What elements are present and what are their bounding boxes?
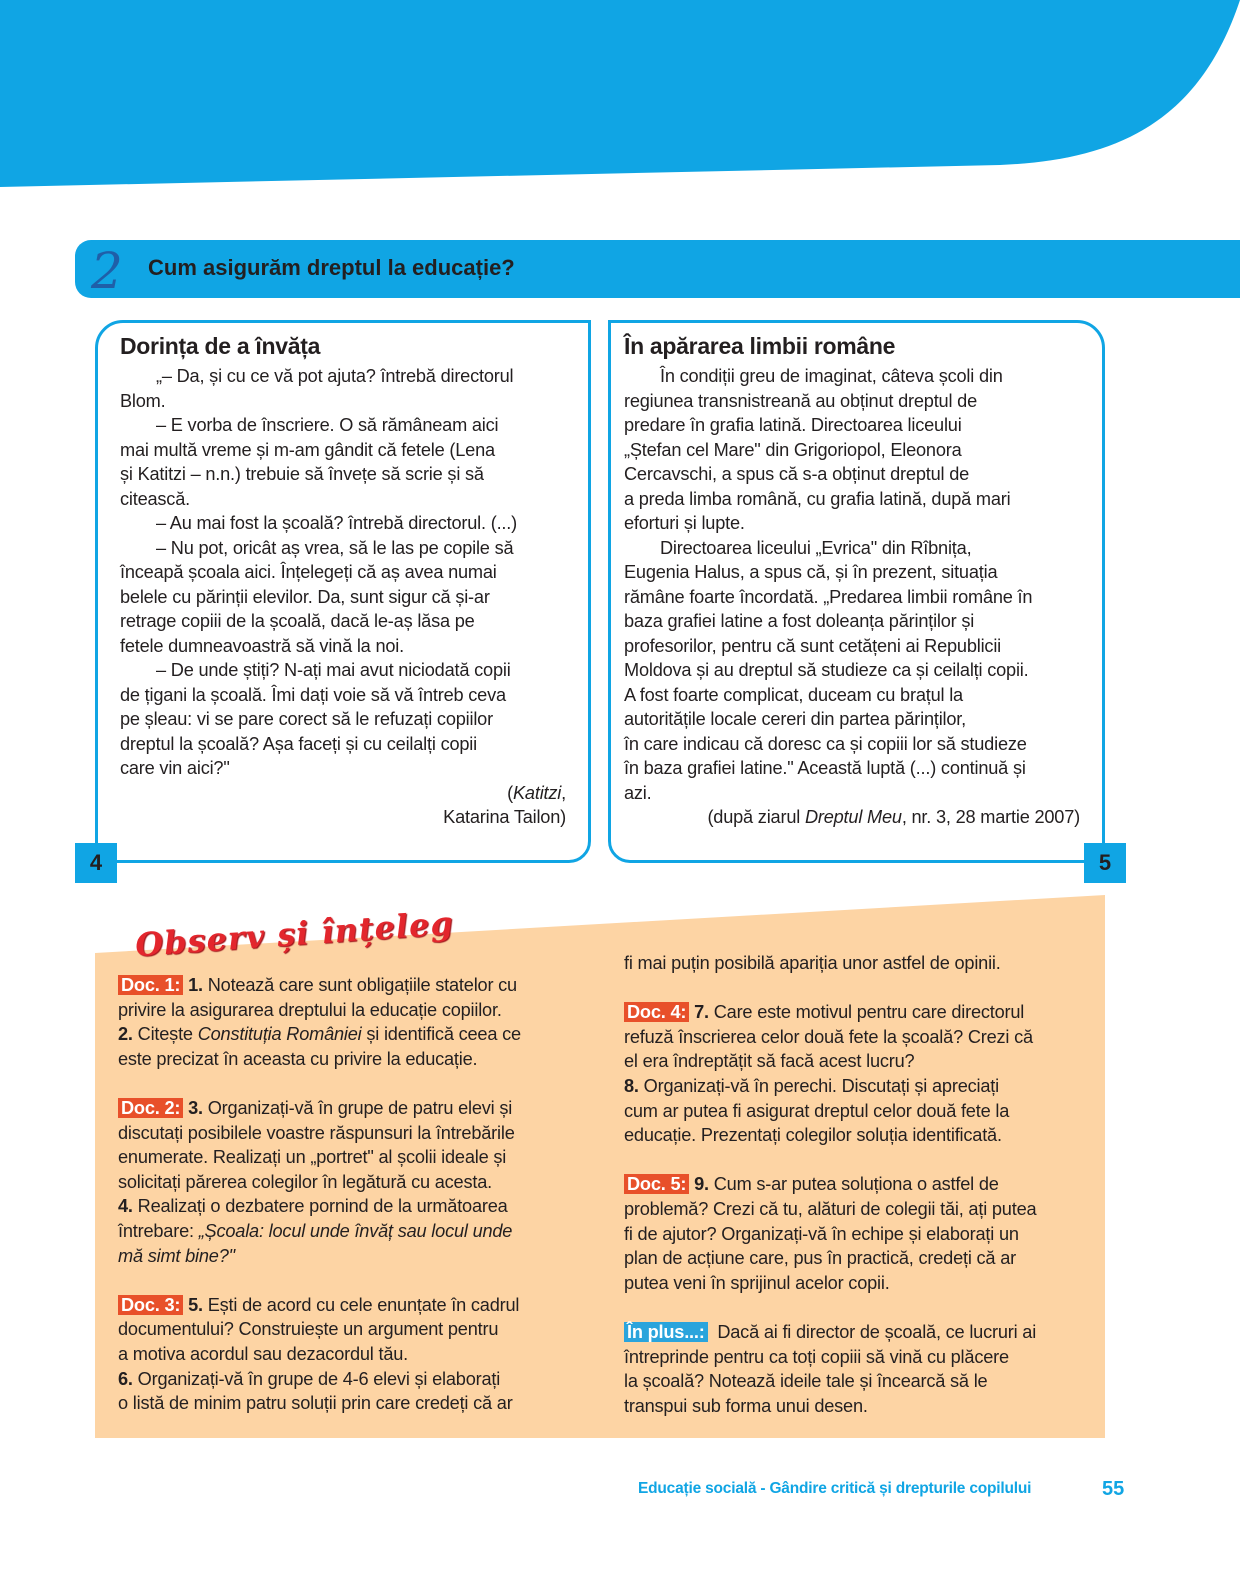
text-line: – De unde știți? N-ați mai avut niciodată copii: [156, 660, 511, 680]
text-line: – E vorba de înscriere. O să rămâneam aici: [156, 415, 499, 435]
text-line: [624, 805, 1102, 830]
text-line: „Ștefan cel Mare" din Grigoriopol, Eleonora: [624, 439, 962, 460]
spacer: [624, 1295, 1036, 1320]
task-number: 2.: [118, 1024, 133, 1045]
text-line: a preda limba română, cu grafia latină, după mari: [624, 488, 1011, 509]
document-5-text: [611, 364, 1102, 830]
text-line: eforturi și lupte.: [624, 513, 745, 533]
text-span: Realizați o dezbatere pornind de la următoarea: [132, 1196, 508, 1217]
tasks-right-column: [624, 951, 1036, 1418]
text-line: întreprinde pentru ca toți copiii să vină cu plăcere: [624, 1346, 1009, 1367]
text-span: Notează care sunt obligațiile statelor cu: [202, 975, 517, 995]
tasks-left-column: [118, 973, 521, 1416]
text-span: Care este motivul pentru care directorul: [708, 1002, 1025, 1023]
footer-title: Educație socială - Gândire critică și drepturile copilului: [638, 1480, 1032, 1497]
text-line: mai multă vreme și m-am gândit că fetele (Lena: [120, 439, 495, 460]
text-line: A fost foarte complicat, duceam cu brațul la: [624, 684, 963, 705]
italic-text: Constituția României: [197, 1024, 362, 1045]
text-line: putea veni în sprijinul acelor copii.: [624, 1272, 890, 1293]
italic-text: Katitzi: [513, 782, 562, 803]
text-line: [118, 1244, 521, 1269]
text-span: Organizați-vă în perechi. Discutați și apreciați: [638, 1075, 999, 1096]
section-header: [75, 240, 1240, 298]
header-decoration: [0, 0, 1240, 190]
text-line: înceapă școala aici. Înțelegeți că aș avea numai: [120, 562, 497, 582]
text-line: Blom.: [120, 390, 166, 411]
text-span: Dacă ai fi director de școală, ce lucruri ai: [707, 1321, 1037, 1342]
text-line: și Katitzi – n.n.) trebuie să învețe să scrie și să: [120, 464, 484, 484]
task-number: 9.: [689, 1174, 709, 1195]
text-line: [118, 1219, 521, 1244]
text-line: În condiții greu de imaginat, câteva școli din: [660, 366, 1003, 386]
task-number: 7.: [689, 1002, 709, 1023]
text-span: (după ziarul: [707, 807, 805, 827]
text-line: autoritățile locale cereri din partea părinților,: [624, 709, 967, 729]
section-number: 2: [91, 242, 123, 300]
text-line: [118, 1293, 521, 1318]
text-line: Cercavschi, a spus că s-a obținut dreptul de: [624, 464, 970, 484]
text-line: problemă? Crezi că tu, alături de colegii tăi, ați putea: [624, 1198, 1037, 1219]
text-line: rămâne foarte încordată. „Predarea limbii române în: [624, 586, 1033, 607]
text-line: plan de acțiune care, pus în practică, credeți că ar: [624, 1248, 1016, 1269]
text-line: predare în grafia latină. Directoarea liceului: [624, 415, 962, 435]
text-line: [118, 1194, 521, 1219]
text-line: Katarina Tailon): [443, 807, 566, 827]
text-line: în baza grafiei latine." Această luptă (...) continuă și: [624, 758, 1026, 778]
text-line: care vin aici?": [120, 758, 230, 778]
text-line: documentului? Construiește un argument pentru: [118, 1319, 499, 1340]
text-line: baza grafiei latine a fost doleanța părinților și: [624, 611, 975, 631]
text-line: educație. Prezentați colegilor soluția identificată.: [624, 1125, 1002, 1146]
text-line: a motiva acordul sau dezacordul tău.: [118, 1343, 409, 1364]
text-line: refuză înscrierea celor două fete la școală? Crezi că: [624, 1026, 1033, 1047]
page-number: 55: [1102, 1478, 1125, 1500]
text-line: [624, 1000, 1036, 1025]
text-line: profesorilor, pentru că sunt cetățeni ai Republicii: [624, 635, 1002, 656]
document-4-title: Dorința de a învăța: [120, 333, 321, 359]
text-line: discutați posibilele voastre răspunsuri la întrebările: [118, 1122, 515, 1143]
document-4-text: [98, 364, 588, 830]
spacer: [118, 1071, 521, 1096]
text-line: cum ar putea fi asigurat dreptul celor două fete la: [624, 1100, 1010, 1121]
text-line: pe șleau: vi se pare corect să le refuzați copiilor: [120, 709, 493, 729]
text-line: – Nu pot, oricât aș vrea, să le las pe copile să: [156, 537, 514, 558]
text-line: [118, 1096, 521, 1121]
text-span: Organizați-vă în grupe de patru elevi și: [202, 1097, 513, 1118]
document-label: Doc. 2:: [118, 1098, 183, 1118]
text-span: Citește: [132, 1024, 198, 1045]
spacer: [624, 1148, 1036, 1173]
text-span: Ești de acord cu cele enunțate în cadrul: [202, 1294, 520, 1315]
text-line: „– Da, și cu ce vă pot ajuta? întrebă directorul: [156, 366, 514, 386]
text-line: el era îndreptățit să facă acest lucru?: [624, 1051, 915, 1072]
text-line: [118, 1367, 521, 1392]
text-line: fi mai puțin posibilă apariția unor astfel de opinii.: [624, 953, 1001, 973]
text-line: transpui sub forma unui desen.: [624, 1395, 868, 1416]
text-line: [624, 1074, 1036, 1099]
task-number: 3.: [183, 1097, 203, 1118]
document-label: Doc. 4:: [624, 1002, 689, 1022]
task-number: 1.: [183, 975, 203, 995]
document-5-box: [608, 320, 1105, 863]
spacer: [624, 976, 1036, 1001]
section-title: Cum asigurăm dreptul la educație?: [148, 255, 515, 280]
task-number: 6.: [118, 1368, 133, 1389]
text-line: [120, 781, 588, 806]
text-span: , nr. 3, 28 martie 2007): [901, 807, 1080, 827]
text-line: citească.: [120, 488, 190, 509]
document-5-title: În apărarea limbii române: [624, 333, 896, 359]
text-line: [118, 1022, 521, 1047]
text-line: [624, 1320, 1036, 1345]
document-label: Doc. 1:: [118, 975, 183, 995]
text-span: Cum s-ar putea soluționa o astfel de: [708, 1174, 999, 1195]
text-line: privire la asigurarea dreptului la educație copiilor.: [118, 999, 502, 1020]
text-span: Organizați-vă în grupe de 4-6 elevi și elaborați: [132, 1368, 501, 1389]
text-line: fetele dumneavoastră să vină la noi.: [120, 635, 404, 656]
task-number: 4.: [118, 1196, 133, 1217]
spacer: [118, 1268, 521, 1293]
text-line: la școală? Notează ideile tale și încearcă să le: [624, 1371, 988, 1392]
task-number: 8.: [624, 1075, 639, 1096]
text-span: ,: [561, 782, 566, 803]
text-line: Directoarea liceului „Evrica" din Rîbnița,: [660, 537, 972, 558]
italic-text: mă simt bine?": [118, 1245, 235, 1266]
document-label: Doc. 5:: [624, 1174, 689, 1194]
text-line: – Au mai fost la școală? întrebă directorul. (...): [156, 513, 517, 533]
text-span: întrebare:: [118, 1220, 199, 1241]
document-4-box: [95, 320, 591, 863]
document-label: În plus...:: [624, 1322, 708, 1342]
text-line: fi de ajutor? Organizați-vă în echipe și elaborați un: [624, 1223, 1019, 1244]
text-line: azi.: [624, 782, 652, 803]
text-line: [624, 1172, 1036, 1197]
italic-text: Dreptul Meu: [804, 807, 902, 827]
text-line: Moldova și au dreptul să studieze ca și ceilalți copii.: [624, 660, 1029, 680]
document-label: Doc. 3:: [118, 1295, 183, 1315]
text-line: de țigani la școală. Îmi dați voie să vă întreb ceva: [120, 684, 506, 705]
text-line: este precizat în aceasta cu privire la educație.: [118, 1048, 478, 1069]
document-4-tag: 4: [75, 843, 117, 883]
text-line: [118, 973, 521, 998]
text-line: regiunea transnistreană au obținut dreptul de: [624, 390, 977, 411]
text-line: solicitați părerea colegilor în legătură cu acesta.: [118, 1171, 492, 1192]
text-line: Eugenia Halus, a spus că, și în prezent, situația: [624, 562, 998, 582]
italic-text: „Școala: locul unde învăț sau locul unde: [198, 1220, 513, 1241]
tasks-heading: Observ și înțeleg: [134, 903, 455, 965]
text-span: și identifică ceea ce: [361, 1024, 521, 1045]
text-line: o listă de minim patru soluții prin care credeți că ar: [118, 1393, 513, 1414]
task-number: 5.: [183, 1294, 203, 1315]
text-line: enumerate. Realizați un „portret" al școlii ideale și: [118, 1147, 507, 1168]
text-span: (: [507, 782, 513, 803]
text-line: dreptul la școală? Așa faceți și cu ceilalți copii: [120, 733, 477, 754]
text-line: belele cu părinții elevilor. Da, sunt sigur că și-ar: [120, 586, 490, 607]
text-line: retrage copiii de la școală, dacă le-aș lăsa pe: [120, 611, 475, 631]
text-line: în care indicau că doresc ca și copiii lor să studieze: [624, 733, 1027, 754]
document-5-tag: 5: [1084, 843, 1126, 883]
